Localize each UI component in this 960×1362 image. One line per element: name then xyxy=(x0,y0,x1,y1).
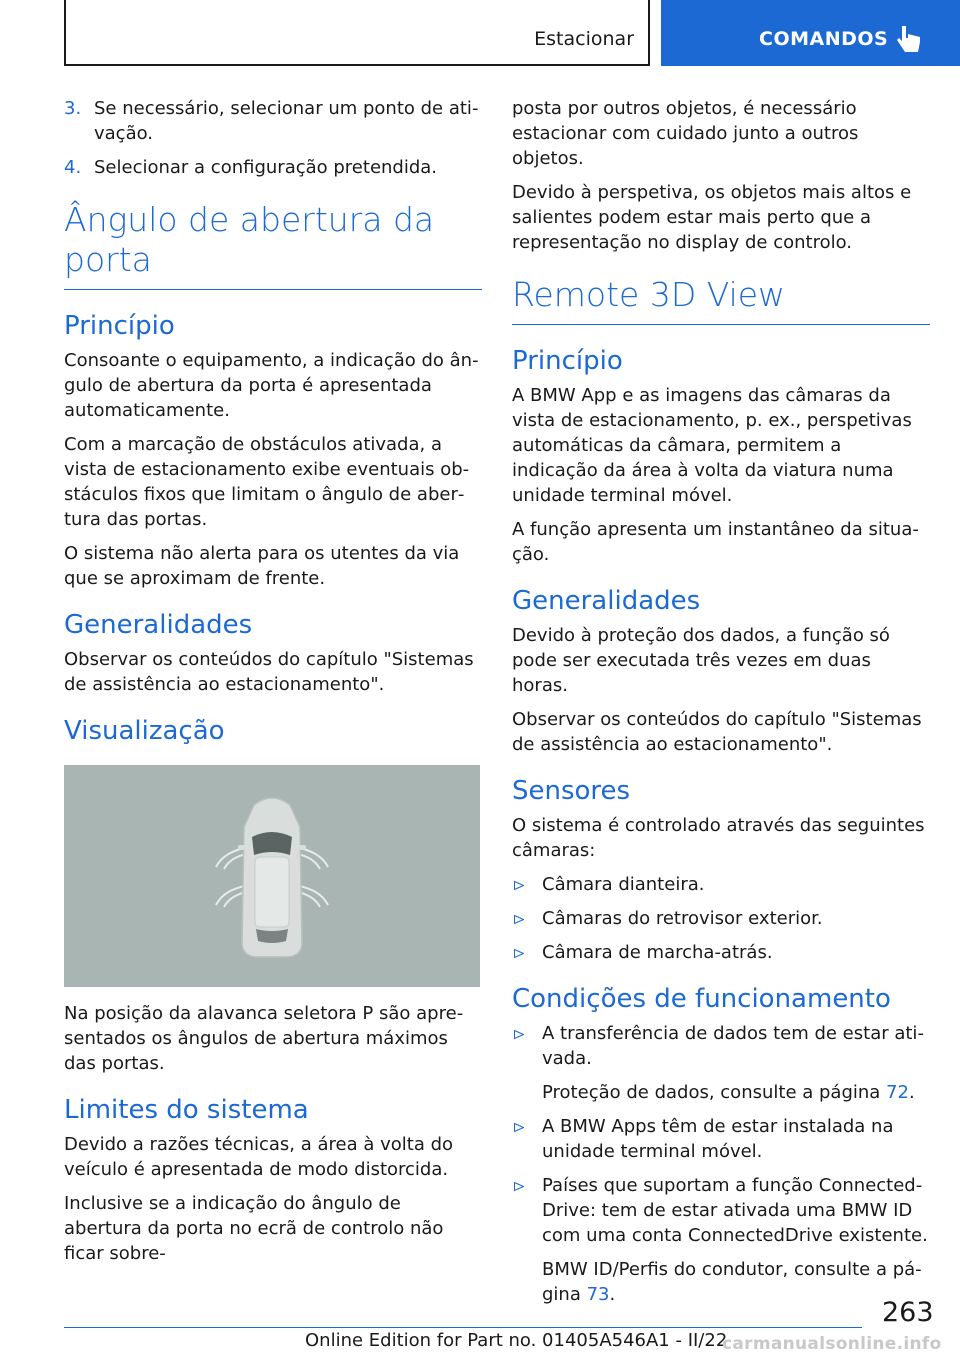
paragraph: Devido a razões técnicas, a área à volta do veículo é apresentada de modo distorcida. xyxy=(64,1134,454,1180)
subsection-heading-limites: Limites do sistema xyxy=(64,1095,309,1125)
triangle-bullet-icon xyxy=(514,1030,524,1039)
triangle-bullet-icon xyxy=(514,1182,524,1191)
paragraph: Observar os conteúdos do capítulo "Sistemas de assistência ao estacionamento". xyxy=(512,709,922,755)
bullet-subtext xyxy=(512,1257,930,1307)
step-text: Selecionar a configuração pretendida. xyxy=(94,157,438,178)
door-angle-figure xyxy=(64,765,480,987)
triangle-bullet-icon xyxy=(514,915,524,924)
subtext-suffix: . xyxy=(609,1284,616,1305)
paragraph: Devido à perspetiva, os objetos mais altos e salientes podem estar mais perto que a representação no display de controlo. xyxy=(512,182,912,253)
bullet-text: A BMW Apps têm de estar instalada na unidade terminal móvel. xyxy=(542,1116,894,1162)
list-item xyxy=(512,1021,930,1071)
header-chapter-tab[interactable] xyxy=(661,0,960,66)
list-item xyxy=(64,155,482,180)
step-text: Se necessário, selecionar um ponto de ativação. xyxy=(94,98,479,144)
list-item xyxy=(512,940,930,965)
subsection-heading-condicoes: Condições de funcionamento xyxy=(512,984,891,1014)
header-section-box xyxy=(64,0,650,66)
paragraph: O sistema não alerta para os utentes da via que se aproximam de frente. xyxy=(64,543,460,589)
subsection-heading-principio: Princípio xyxy=(512,346,623,376)
paragraph: Consoante o equipamento, a indicação do ângulo de abertura da porta é apresentada automaticamente. xyxy=(64,350,479,421)
section-title-remote-3d-view: Remote 3D View xyxy=(512,275,930,325)
car-top-view-icon xyxy=(64,765,480,987)
figure-caption: Na posição da alavanca seletora P são apresentados os ângulos de abertura máximos das portas. xyxy=(64,1003,464,1074)
bullet-text: A transferência de dados tem de estar ativada. xyxy=(542,1023,924,1069)
triangle-bullet-icon xyxy=(514,949,524,958)
list-item xyxy=(512,872,930,897)
subtext-suffix: . xyxy=(908,1082,915,1103)
right-column xyxy=(512,96,930,1316)
section-title-door-angle: Ângulo de abertura da porta xyxy=(64,200,482,290)
paragraph: O sistema é controlado através das seguintes câmaras: xyxy=(512,815,925,861)
paragraph: Devido à proteção dos dados, a função só pode ser executada três vezes em duas horas. xyxy=(512,625,890,696)
paragraph: A BMW App e as imagens das câmaras da vista de estacionamento, p. ex., perspetivas automáticas da câmara, permitem a indicação da área à volta da viatura numa unidade terminal móvel. xyxy=(512,385,912,506)
subsection-heading-principio: Princípio xyxy=(64,311,175,341)
list-item xyxy=(64,96,482,146)
bullet-text: Câmara de marcha-atrás. xyxy=(542,942,773,963)
subsection-heading-visualizacao: Visualização xyxy=(64,716,225,746)
paragraph: A função apresenta um instantâneo da situação. xyxy=(512,519,919,565)
header-section-title: Estacionar xyxy=(534,28,634,50)
footer-edition: Online Edition for Part no. 01405A546A1 - II/22 xyxy=(305,1330,728,1351)
paragraph: Observar os conteúdos do capítulo "Sistemas de assistência ao estacionamento". xyxy=(64,649,474,695)
subsection-heading-generalidades: Generalidades xyxy=(64,610,253,640)
subtext-prefix: BMW ID/Perfis do condutor, consulte a página xyxy=(542,1259,922,1305)
page-link-72[interactable]: 72 xyxy=(886,1082,909,1103)
subsection-heading-sensores: Sensores xyxy=(512,776,631,806)
header-chapter-title: COMANDOS xyxy=(759,28,889,50)
left-column xyxy=(64,96,482,1275)
footer-divider xyxy=(64,1327,862,1328)
subsection-heading-generalidades: Generalidades xyxy=(512,586,701,616)
list-item xyxy=(512,1173,930,1248)
triangle-bullet-icon xyxy=(514,881,524,890)
bullet-text: Câmaras do retrovisor exterior. xyxy=(542,908,823,929)
list-item xyxy=(512,906,930,931)
bullet-subtext xyxy=(512,1080,930,1105)
step-number: 3. xyxy=(64,98,82,119)
paragraph: posta por outros objetos, é necessário estacionar com cuidado junto a outros objetos. xyxy=(512,98,859,169)
paragraph: Inclusive se a indicação do ângulo de abertura da porta no ecrã de controlo não ficar sobre- xyxy=(64,1193,444,1264)
bullet-text: Países que suportam a função ConnectedDrive: tem de estar ativada uma BMW ID com uma conta ConnectedDrive existente. xyxy=(542,1175,928,1246)
page-link-73[interactable]: 73 xyxy=(586,1284,610,1305)
page-number: 263 xyxy=(882,1297,934,1328)
list-item xyxy=(512,1114,930,1164)
pointing-hand-icon xyxy=(894,24,924,56)
watermark: carmanualsonline.info xyxy=(722,1334,942,1354)
subtext-prefix: Proteção de dados, consulte a página xyxy=(542,1082,887,1103)
bullet-text: Câmara dianteira. xyxy=(542,874,705,895)
paragraph: Com a marcação de obstáculos ativada, a vista de estacionamento exibe eventuais obstáculos fixos que limitam o ângulo de abertura das portas. xyxy=(64,434,470,530)
step-number: 4. xyxy=(64,157,82,178)
triangle-bullet-icon xyxy=(514,1123,524,1132)
